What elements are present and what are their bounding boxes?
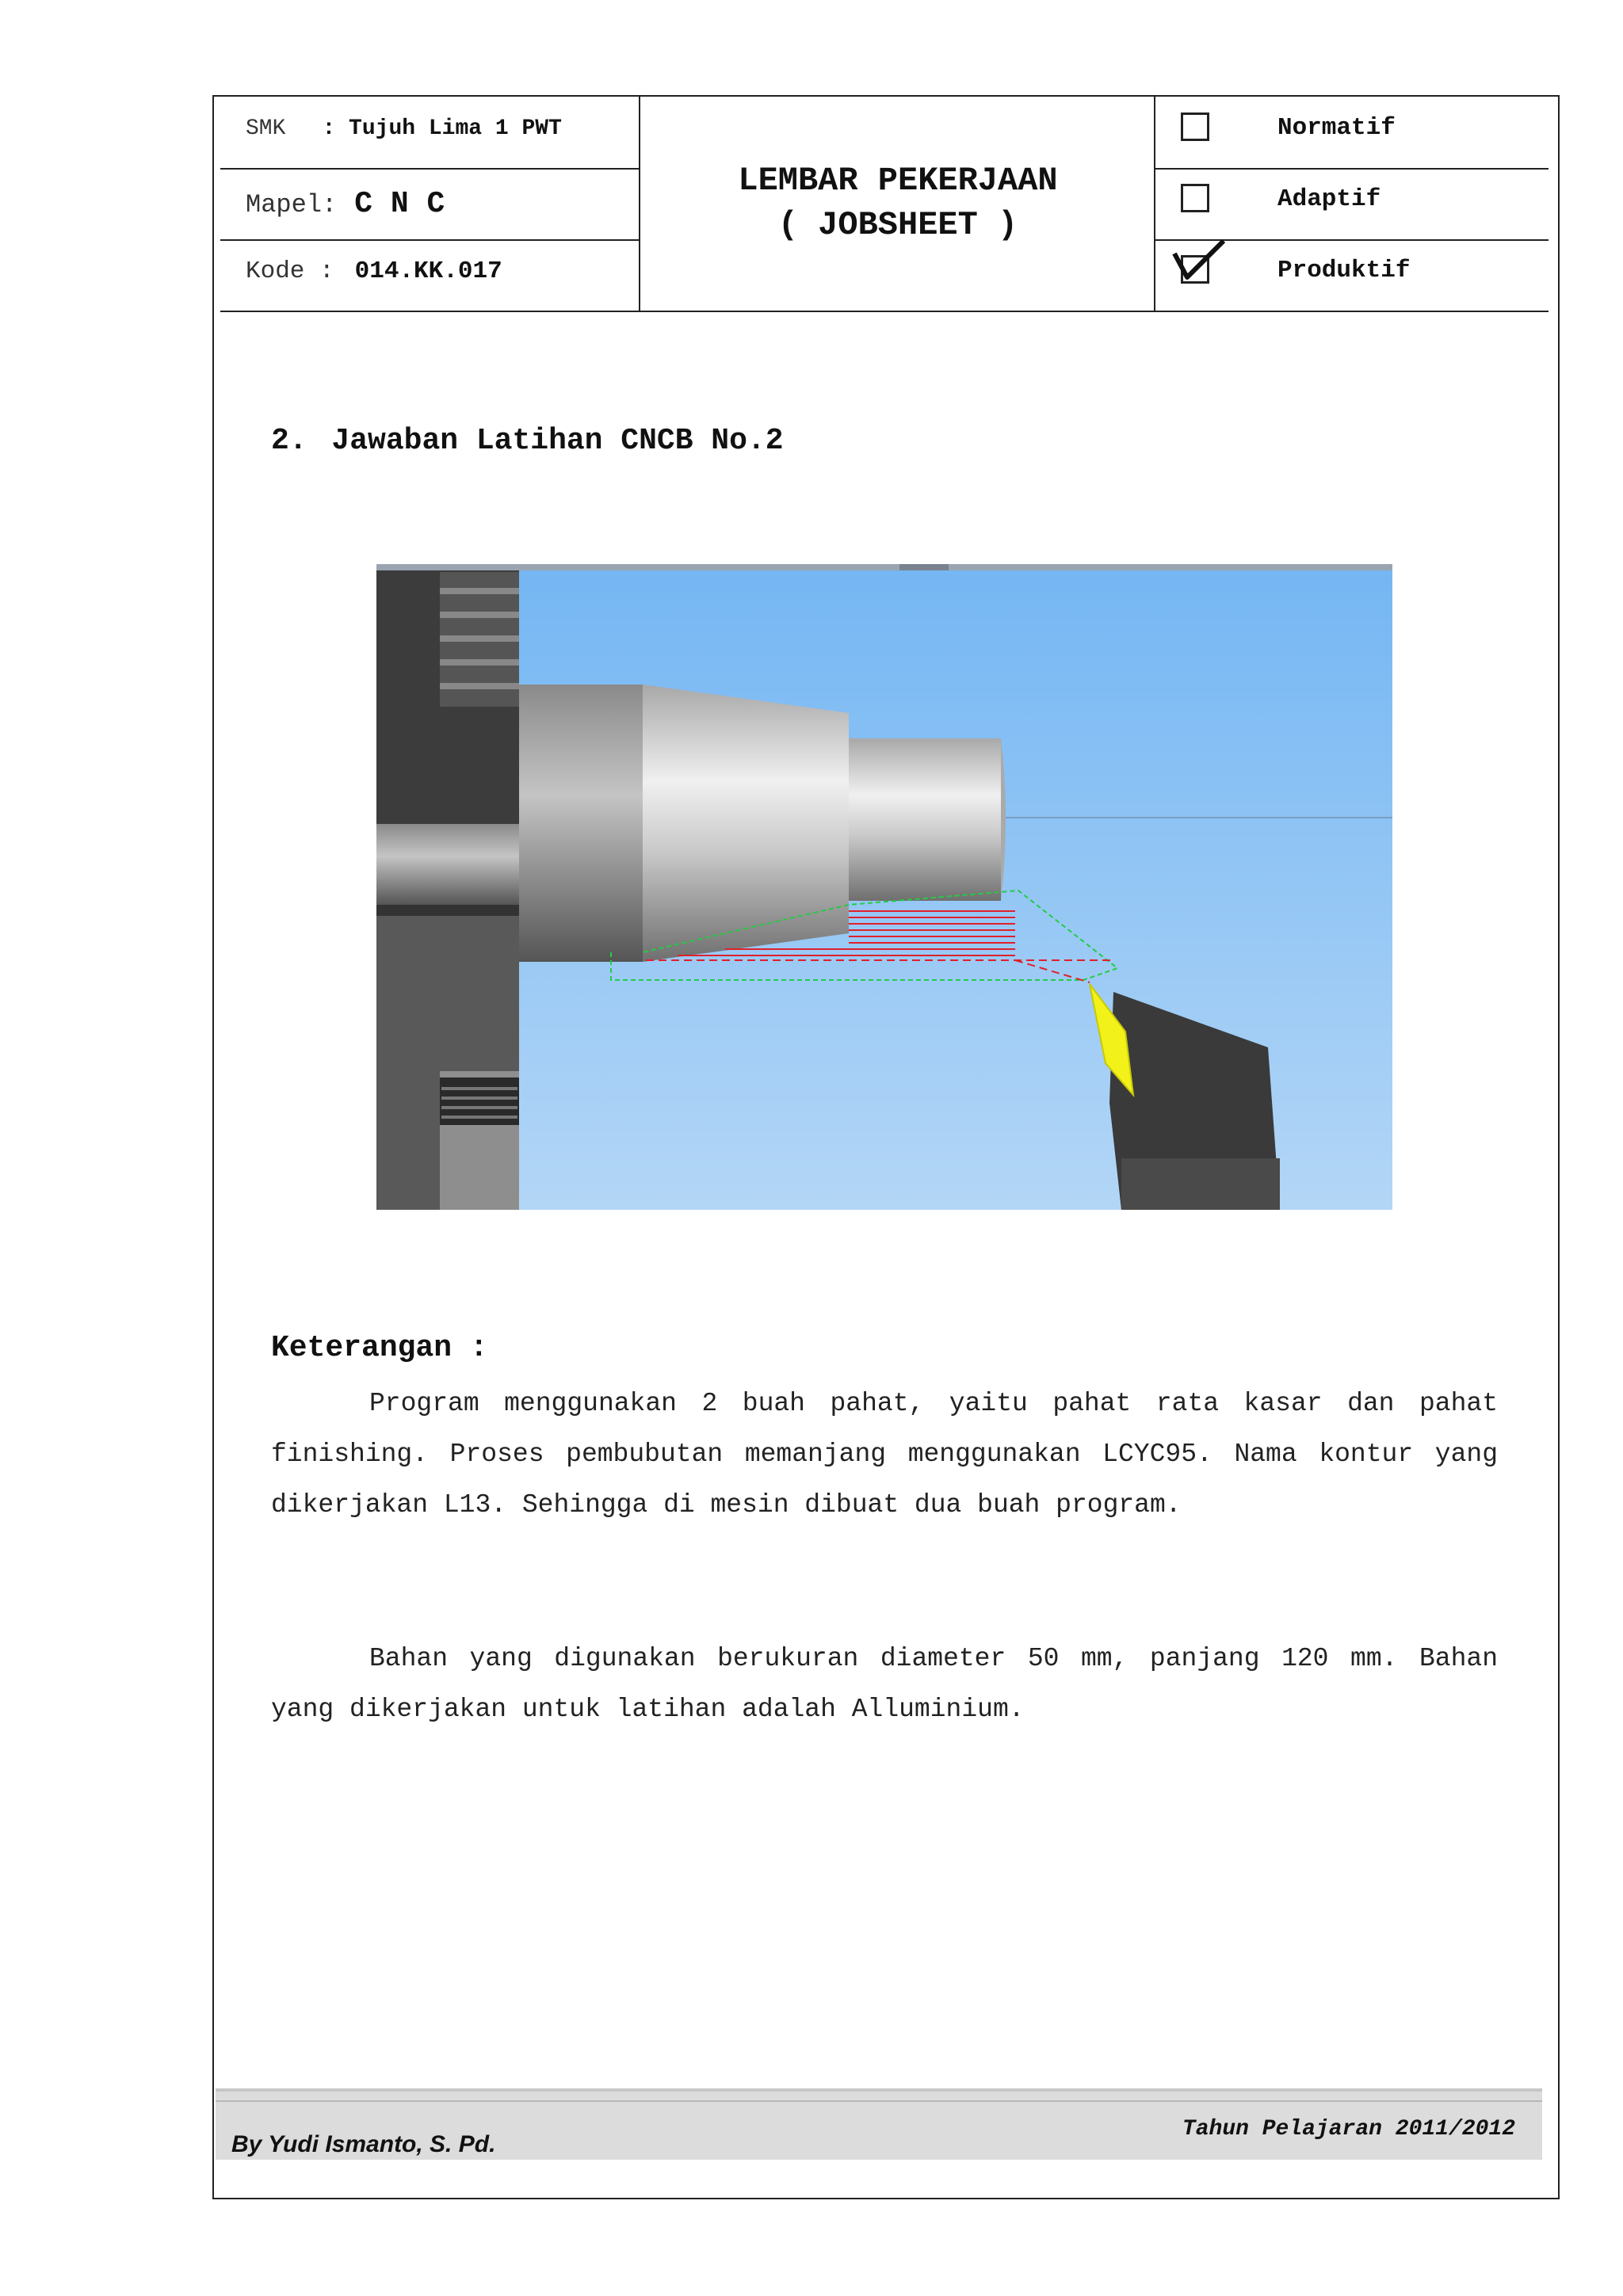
notes-paragraph-2: Bahan yang digunakan berukuran diameter 50 mm, panjang 120 mm. Bahan yang dikerjakan untuk latihan adalah Alluminium. <box>271 1644 1498 1724</box>
notes-paragraph-1: Program menggunakan 2 buah pahat, yaitu pahat rata kasar dan pahat finishing. Proses pembubutan memanjang menggunakan LCYC95. Nama kontur yang dikerjakan L13. Sehingga di mesin dibuat dua buah program. <box>271 1389 1498 1520</box>
produktif-label: Produktif <box>1277 257 1411 284</box>
section-heading <box>271 424 784 458</box>
workpiece-stock <box>376 824 519 905</box>
adaptif-checkbox[interactable] <box>1181 184 1209 212</box>
top-border <box>376 564 1392 570</box>
checkmark-icon <box>1171 238 1228 287</box>
subject-row <box>246 187 445 221</box>
normatif-checkbox[interactable] <box>1181 113 1209 141</box>
section-title: Jawaban Latihan CNCB No.2 <box>331 424 784 458</box>
workpiece-taper <box>643 685 849 962</box>
code-row <box>246 257 502 285</box>
workpiece-large <box>519 685 643 962</box>
subject-value: C N C <box>354 187 445 221</box>
adaptif-label: Adaptif <box>1277 185 1381 213</box>
title-line-1: LEMBAR PEKERJAAN <box>738 162 1058 200</box>
code-label: Kode : <box>246 257 334 285</box>
notes-heading: Keterangan : <box>271 1331 488 1365</box>
school-label: SMK <box>246 116 286 141</box>
header-divider <box>220 239 639 241</box>
footer-divider <box>216 2100 1542 2102</box>
header-divider <box>220 168 639 170</box>
header-divider <box>220 311 1549 312</box>
workpiece-small <box>849 738 1001 901</box>
author-credit: By Yudi Ismanto, S. Pd. <box>231 2131 496 2157</box>
document-title <box>640 158 1155 247</box>
academic-year: Tahun Pelajaran 2011/2012 <box>1182 2117 1515 2142</box>
code-value: 014.KK.017 <box>354 257 502 285</box>
subject-label: Mapel: <box>246 190 338 219</box>
school-row <box>246 115 562 142</box>
section-number: 2. <box>271 424 307 458</box>
school-name: : Tujuh Lima 1 PWT <box>322 116 562 141</box>
title-line-2: ( JOBSHEET ) <box>777 206 1018 244</box>
cnc-simulation-image <box>376 564 1392 1210</box>
normatif-label: Normatif <box>1277 114 1396 142</box>
header-divider <box>1155 168 1549 170</box>
